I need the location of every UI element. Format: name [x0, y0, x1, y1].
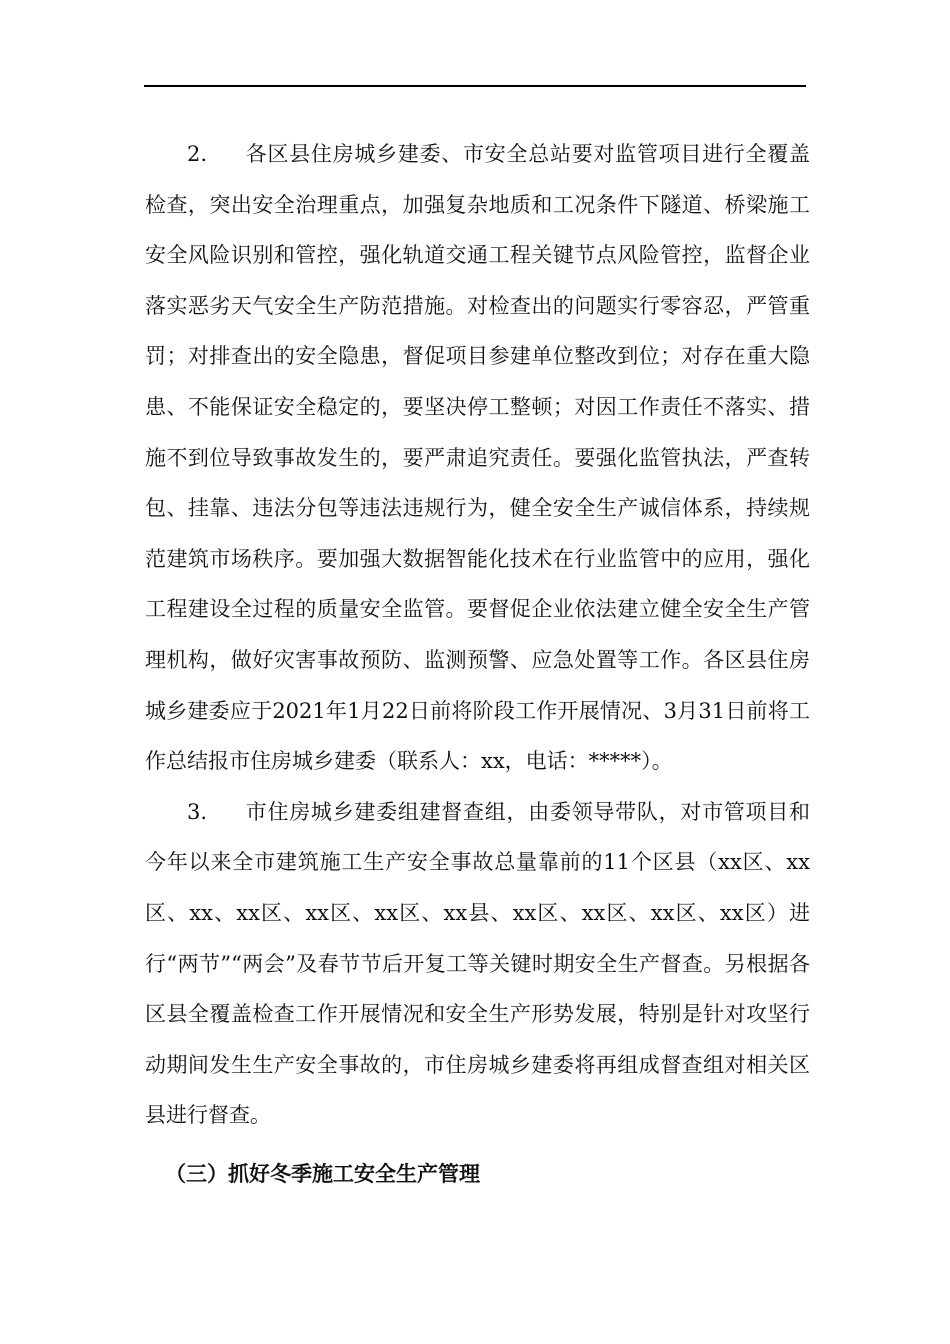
paragraph-number: 2.	[187, 142, 208, 166]
paragraph-text: 市住房城乡建委组建督查组，由委领导带队，对市管项目和今年以来全市建筑施工生产安全事故总量靠前的11个区县（xx区、xx区、xx、xx区、xx区、xx区、xx县、xx区、xx区、xx区、xx区）进行“两节”“两会”及春节节后开复工等关键时期安全生产督查。另根据各区县全覆盖检查工作开展情况和安全生产形势发展，特别是针对攻坚行动期间发生生产安全事故的，市住房城乡建委将再组成督查组对相关区县进行督查。	[145, 799, 810, 1128]
paragraph-2	[145, 129, 810, 787]
document-body	[145, 129, 810, 1207]
paragraph-3	[145, 787, 810, 1141]
section-heading: （三）抓好冬季施工安全生产管理	[165, 1160, 480, 1186]
paragraph-number: 3.	[187, 799, 208, 824]
paragraph-text: 各区县住房城乡建委、市安全总站要对监管项目进行全覆盖检查，突出安全治理重点，加强复杂地质和工况条件下隧道、桥梁施工安全风险识别和管控，强化轨道交通工程关键节点风险管控，监督企业落实恶劣天气安全生产防范措施。对检查出的问题实行零容忍，严管重罚；对排查出的安全隐患，督促项目参建单位整改到位；对存在重大隐患、不能保证安全稳定的，要坚决停工整顿；对因工作责任不落实、措施不到位导致事故发生的，要严肃追究责任。要强化监管执法，严查转包、挂靠、违法分包等违法违规行为，健全安全生产诚信体系，持续规范建筑市场秩序。要加强大数据智能化技术在行业监管中的应用，强化工程建设全过程的质量安全监管。要督促企业依法建立健全安全生产管理机构，做好灾害事故预防、监测预警、应急处置等工作。各区县住房城乡建委应于2021年1月22日前将阶段工作开展情况、3月31日前将工作总结报市住房城乡建委（联系人：xx，电话：*****）。	[145, 142, 810, 774]
header-rule	[144, 85, 806, 87]
